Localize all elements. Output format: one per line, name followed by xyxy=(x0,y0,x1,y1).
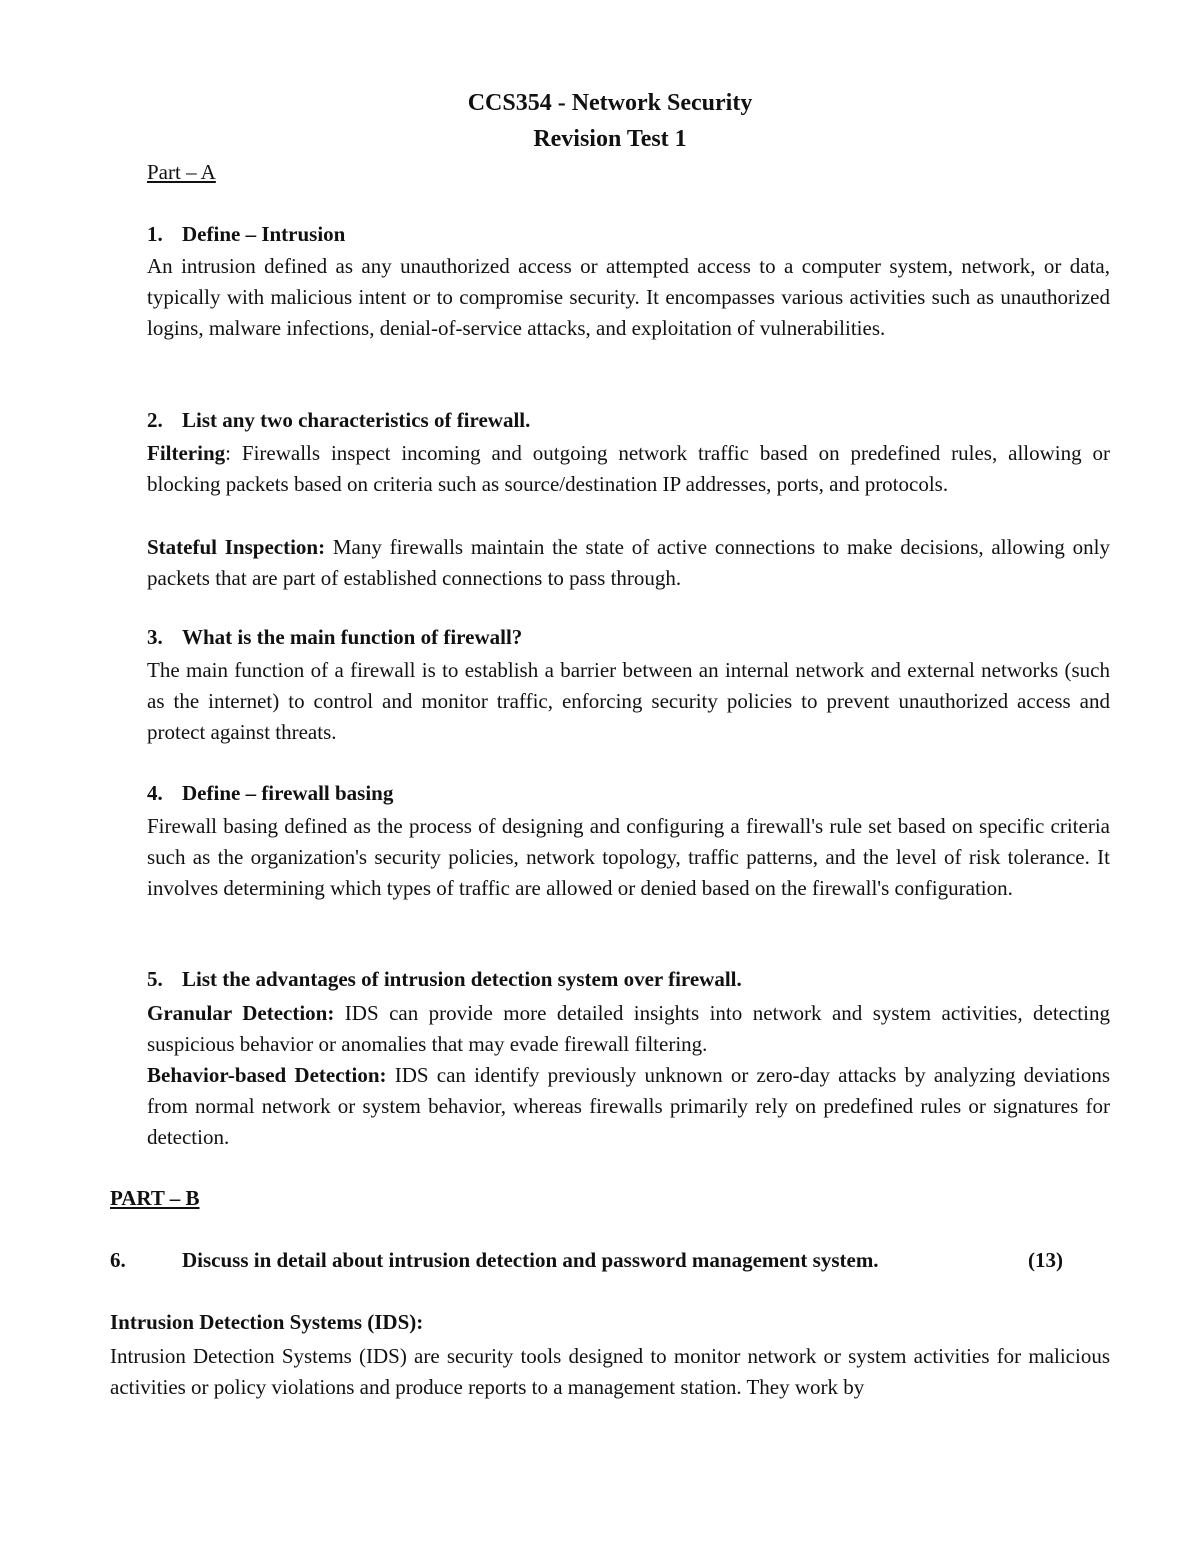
question-number: 1. xyxy=(147,222,163,246)
question-number: 3. xyxy=(147,625,163,649)
point-term: Stateful Inspection: xyxy=(147,535,326,559)
part-b-heading: PART – B xyxy=(110,1186,200,1210)
question-number: 5. xyxy=(147,967,163,991)
point-term: Behavior-based Detection: xyxy=(147,1063,387,1087)
question-text: Define – Intrusion xyxy=(182,222,346,246)
question-3-heading xyxy=(147,625,1110,650)
point-text: IDS can identify previously unknown or zero-day attacks by analyzing deviations from normal network or system behavior, whereas firewalls primarily rely on predefined rules or signatures for detection. xyxy=(147,1063,1110,1149)
question-1-heading xyxy=(147,222,1110,247)
point-text: Many firewalls maintain the state of active connections to make decisions, allowing only packets that are part of established connections to pass through. xyxy=(147,535,1110,590)
point-term: Filtering xyxy=(147,441,226,465)
question-number: 2. xyxy=(147,408,163,432)
question-marks: (13) xyxy=(1028,1248,1063,1272)
question-5-point-2 xyxy=(147,1060,1110,1153)
question-5-point-1 xyxy=(147,998,1110,1060)
question-2-point-1 xyxy=(147,438,1110,500)
question-4-answer: Firewall basing defined as the process of designing and configuring a firewall's rule set based on specific criteria such as the organization's security policies, network topology, traffic patterns, and the level of risk tolerance. It involves determining which types of traffic are allowed or denied based on the firewall's configuration. xyxy=(147,814,1110,900)
document-title: CCS354 - Network Security xyxy=(467,90,753,116)
point-term: Granular Detection: xyxy=(147,1001,335,1025)
question-2-heading xyxy=(147,408,1110,433)
question-1-answer: An intrusion defined as any unauthorized access or attempted access to a computer system, network, or data, typically with malicious intent or to compromise security. It encompasses various activities such as unauthorized logins, malware infections, denial-of-service attacks, and exploitation of vulnerabilities. xyxy=(147,254,1110,340)
part-a-heading: Part – A xyxy=(147,160,216,184)
question-text: List the advantages of intrusion detection system over firewall. xyxy=(182,967,742,991)
question-5-heading xyxy=(147,967,1110,992)
question-text: Define – firewall basing xyxy=(182,781,394,805)
point-text: Firewalls inspect incoming and outgoing network traffic based on predefined rules, allowing or blocking packets based on criteria such as source/destination IP addresses, ports, and protocols. xyxy=(147,441,1110,496)
point-sep: : xyxy=(225,441,231,465)
question-text: What is the main function of firewall? xyxy=(182,625,523,649)
question-3-answer: The main function of a firewall is to establish a barrier between an internal network and external networks (such as the internet) to control and monitor traffic, enforcing security policies to prevent unauthorized access and protect against threats. xyxy=(147,658,1110,744)
ids-section-heading: Intrusion Detection Systems (IDS): xyxy=(110,1310,424,1334)
question-number: 6. xyxy=(110,1248,126,1272)
point-text: IDS can provide more detailed insights into network and system activities, detecting suspicious behavior or anomalies that may evade firewall filtering. xyxy=(147,1001,1110,1056)
question-4-heading xyxy=(147,781,1110,806)
ids-section-text: Intrusion Detection Systems (IDS) are security tools designed to monitor network or system activities for malicious activities or policy violations and produce reports to a management station. They work by xyxy=(110,1344,1110,1399)
question-text: List any two characteristics of firewall. xyxy=(182,408,531,432)
question-2-point-2 xyxy=(147,532,1110,594)
question-text: Discuss in detail about intrusion detection and password management system. xyxy=(182,1248,879,1272)
question-number: 4. xyxy=(147,781,163,805)
document-subtitle: Revision Test 1 xyxy=(533,126,687,152)
